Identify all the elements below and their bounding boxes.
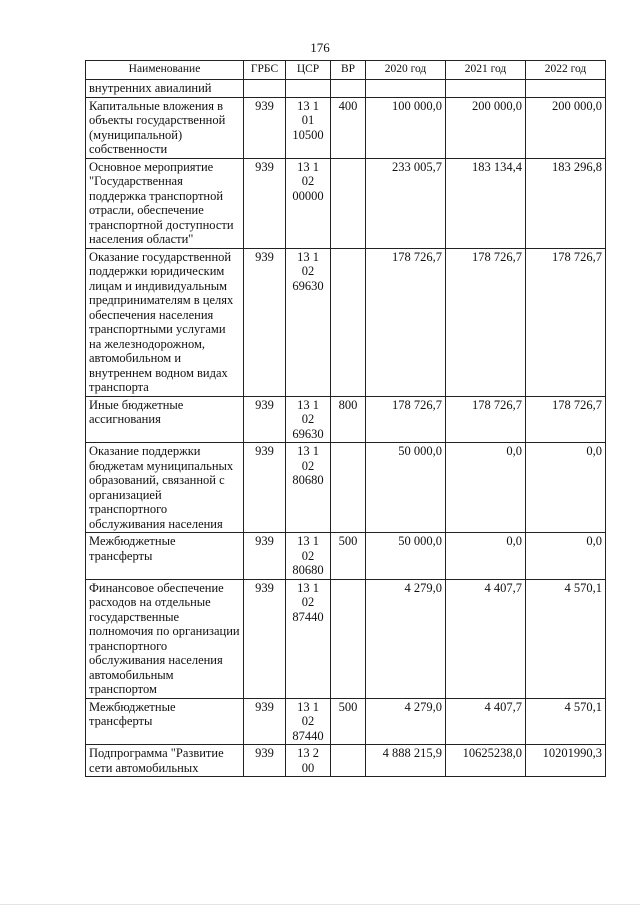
row-2022: 178 726,7 [526,396,606,443]
csr-part: 69630 [292,278,324,293]
csr-part: 80680 [292,473,324,487]
row-csr [286,443,331,533]
row-csr [286,97,331,158]
csr-part: 10500 [292,127,324,142]
table-row [86,533,606,580]
budget-table [85,60,606,777]
row-csr [286,80,331,98]
csr-part: 87440 [292,728,324,743]
row-vr: 500 [331,698,366,745]
csr-part: 13 1 [297,699,319,714]
row-2020: 233 005,7 [366,158,446,248]
row-2022: 0,0 [526,533,606,580]
row-2021: 178 726,7 [446,396,526,443]
row-name: Подпрограмма "Развитие сети автомобильных [86,745,244,777]
header-vr: ВР [331,61,366,80]
row-grbs: 939 [244,533,286,580]
row-grbs: 939 [244,158,286,248]
csr-part: 13 1 [297,444,319,458]
row-csr [286,579,331,698]
table-row [86,698,606,745]
row-name: Финансовое обеспечение расходов на отдельные государственные полномочия по организации транспортного обслуживания населения автомобильным транспортом [86,579,244,698]
row-grbs: 939 [244,443,286,533]
row-2021: 4 407,7 [446,698,526,745]
header-name: Наименование [86,61,244,80]
row-2022: 10201990,3 [526,745,606,777]
row-2021: 4 407,7 [446,579,526,698]
row-2021: 178 726,7 [446,248,526,396]
row-grbs: 939 [244,745,286,777]
row-2020: 178 726,7 [366,396,446,443]
row-vr [331,443,366,533]
header-2022: 2022 год [526,61,606,80]
row-csr [286,158,331,248]
table-row [86,579,606,698]
row-name: Оказание поддержки бюджетам муниципальных образований, связанной с организацией транспортного обслуживания населения [86,443,244,533]
row-csr [286,248,331,396]
row-csr [286,698,331,745]
row-name: Оказание государственной поддержки юридическим лицам и индивидуальным предпринимателям в целях обеспечения населения транспортными услугами на железнодорожном, автомобильном и внутреннем водном видах транспорта [86,248,244,396]
row-2021: 183 134,4 [446,158,526,248]
csr-part: 13 2 [297,746,319,760]
row-2022: 4 570,1 [526,698,606,745]
row-grbs: 939 [244,248,286,396]
row-vr [331,579,366,698]
header-grbs: ГРБС [244,61,286,80]
csr-part: 02 [301,412,315,426]
row-2022: 4 570,1 [526,579,606,698]
row-grbs [244,80,286,98]
row-2022 [526,80,606,98]
table-header-row [86,61,606,80]
table-row [86,158,606,248]
csr-part: 13 1 [297,159,319,174]
row-2020: 4 888 215,9 [366,745,446,777]
csr-part: 13 1 [297,580,319,595]
row-2020: 4 279,0 [366,698,446,745]
csr-part: 02 [301,458,315,473]
table-row [86,443,606,533]
header-2021: 2021 год [446,61,526,80]
csr-part: 69630 [292,426,324,441]
csr-part: 13 1 [297,397,319,412]
row-2020: 50 000,0 [366,443,446,533]
table-row [86,248,606,396]
csr-part: 80680 [292,563,324,577]
row-name: Межбюджетные трансферты [86,698,244,745]
row-vr: 400 [331,97,366,158]
row-csr [286,745,331,777]
row-2021: 0,0 [446,443,526,533]
row-grbs: 939 [244,97,286,158]
row-2021: 0,0 [446,533,526,580]
csr-part: 13 1 [297,98,319,113]
table-row [86,396,606,443]
table-row [86,745,606,777]
row-csr [286,396,331,443]
row-2022: 0,0 [526,443,606,533]
row-2022: 183 296,8 [526,158,606,248]
row-name: Основное мероприятие "Государственная поддержка транспортной отрасли, обеспечение транспортной доступности населения области" [86,158,244,248]
row-2021: 200 000,0 [446,97,526,158]
row-vr: 800 [331,396,366,443]
row-grbs: 939 [244,579,286,698]
csr-part: 00 [301,760,315,775]
row-vr [331,248,366,396]
csr-part: 01 [301,113,315,127]
csr-part: 87440 [292,609,324,624]
csr-part: 13 1 [297,534,319,548]
csr-part: 02 [301,595,315,609]
row-2020 [366,80,446,98]
row-name: Иные бюджетные ассигнования [86,396,244,443]
row-2020: 100 000,0 [366,97,446,158]
row-2021 [446,80,526,98]
csr-part: 13 1 [297,249,319,264]
row-2022: 200 000,0 [526,97,606,158]
row-2020: 50 000,0 [366,533,446,580]
header-csr: ЦСР [286,61,331,80]
csr-part: 02 [301,714,315,728]
csr-part: 02 [301,548,315,563]
row-name: внутренних авиалиний [86,80,244,98]
header-2020: 2020 год [366,61,446,80]
row-vr: 500 [331,533,366,580]
row-2022: 178 726,7 [526,248,606,396]
row-csr [286,533,331,580]
row-2020: 4 279,0 [366,579,446,698]
row-2021: 10625238,0 [446,745,526,777]
table-row [86,97,606,158]
csr-part: 02 [301,264,315,278]
row-grbs: 939 [244,396,286,443]
row-vr [331,745,366,777]
row-grbs: 939 [244,698,286,745]
page-number: 176 [310,40,330,55]
row-2020: 178 726,7 [366,248,446,396]
table-row [86,80,606,98]
row-vr [331,158,366,248]
csr-part: 02 [301,174,315,188]
row-vr [331,80,366,98]
row-name: Межбюджетные трансферты [86,533,244,580]
row-name: Капитальные вложения в объекты государственной (муниципальной) собственности [86,97,244,158]
csr-part: 00000 [292,188,324,203]
